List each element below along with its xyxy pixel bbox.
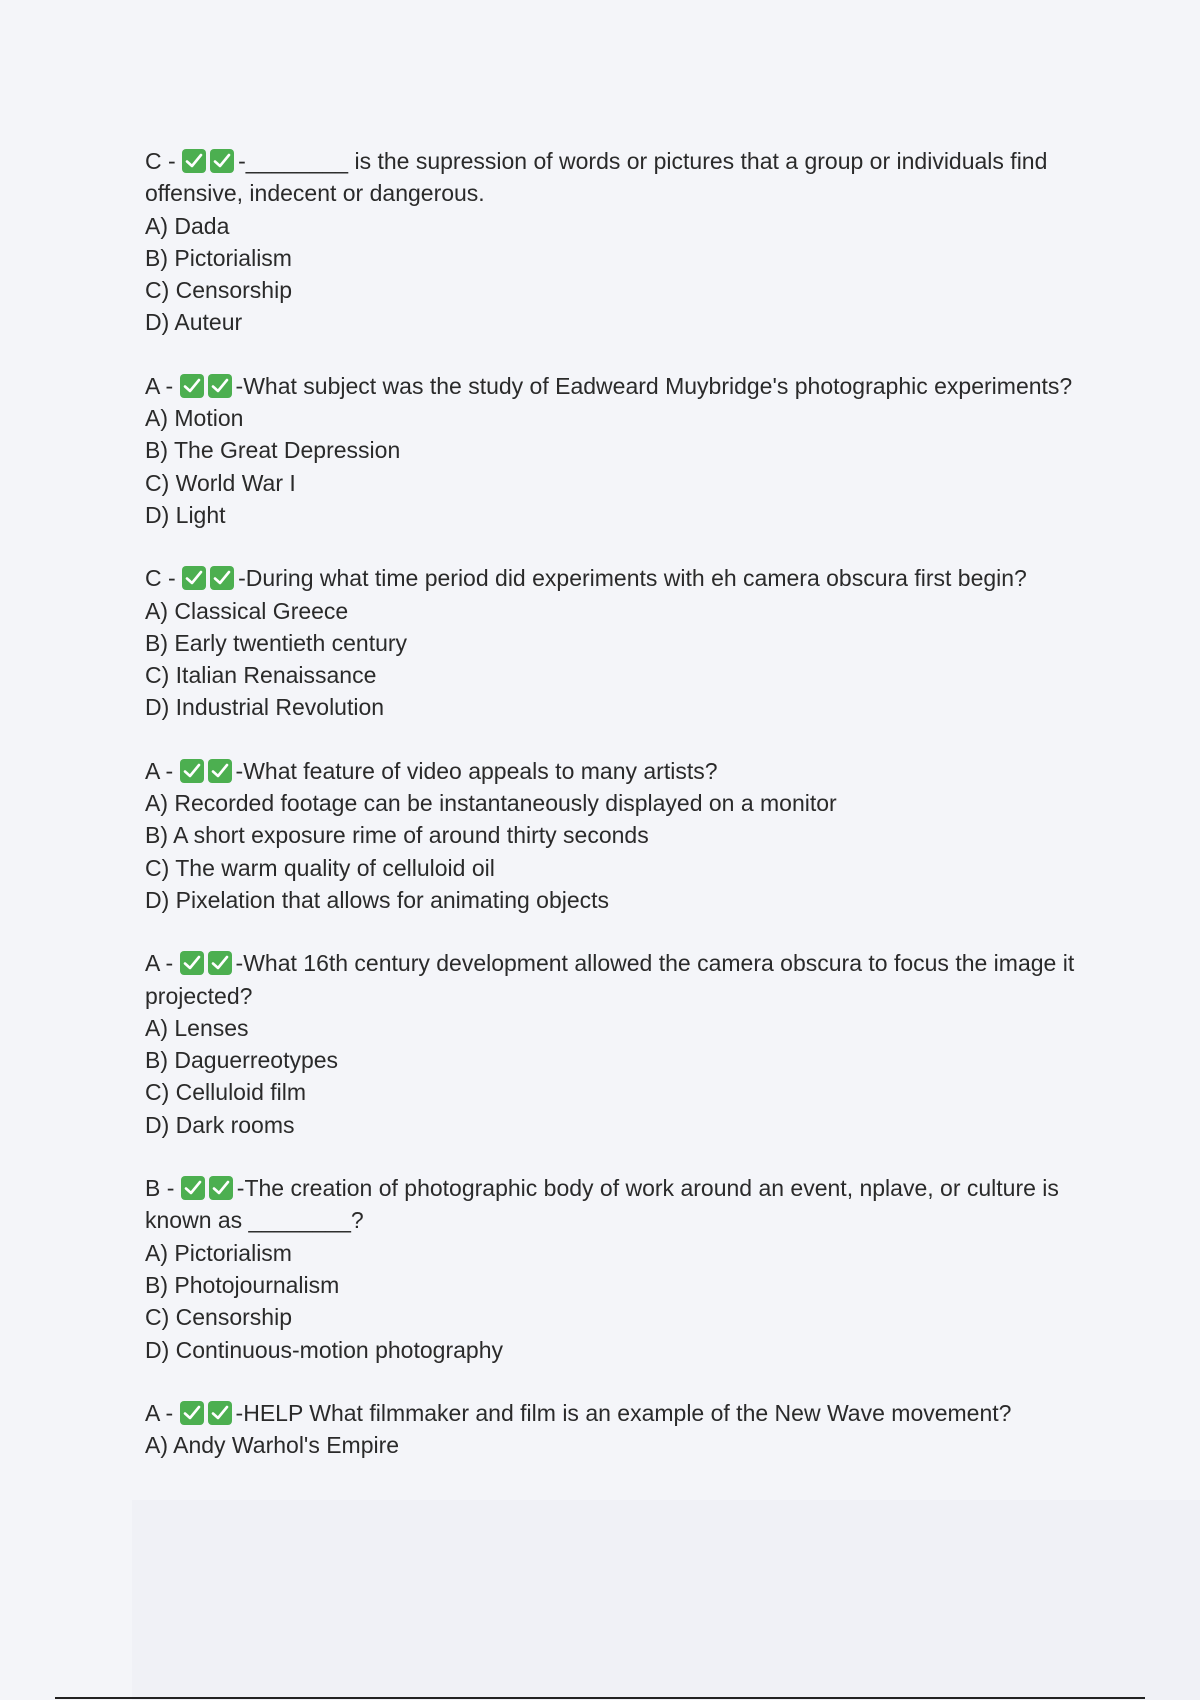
option-list <box>145 1237 1075 1366</box>
option-item: A) Lenses <box>145 1014 249 1041</box>
question-text: During what time period did experiments with eh camera obscura first begin? <box>245 565 1027 592</box>
text-separator: - <box>236 1175 245 1202</box>
question-block <box>145 370 1075 531</box>
option-item: D) Industrial Revolution <box>145 694 385 721</box>
question-text: ________ is the supression of words or pictures that a group or individuals find offensive, indecent or dangerous. <box>145 148 1048 207</box>
answer-letter: A <box>145 757 160 784</box>
option-item: D) Auteur <box>145 309 243 336</box>
answer-letter: A <box>145 372 160 399</box>
option-item: B) Photojournalism <box>145 1271 340 1298</box>
question-block <box>145 145 1075 339</box>
question-line <box>145 145 1075 210</box>
check-mark-icon <box>181 1176 205 1200</box>
answer-letter: A <box>145 950 160 977</box>
check-mark-icon <box>182 149 206 173</box>
option-item: A) Dada <box>145 212 230 239</box>
question-line <box>145 562 1075 594</box>
answer-separator: - <box>159 1399 180 1426</box>
question-text: The creation of photographic body of work around an event, nplave, or culture is known as ________? <box>145 1175 1059 1234</box>
option-item: B) Pictorialism <box>145 244 292 271</box>
text-separator: - <box>238 565 246 592</box>
question-text: HELP What filmmaker and film is an example of the New Wave movement? <box>243 1399 1012 1426</box>
option-item: C) Censorship <box>145 1304 292 1331</box>
question-block <box>145 947 1075 1141</box>
option-item: C) Celluloid film <box>145 1079 307 1106</box>
option-item: A) Pictorialism <box>145 1239 292 1266</box>
option-item: A) Recorded footage can be instantaneously displayed on a monitor <box>145 790 837 817</box>
answer-separator: - <box>161 565 183 592</box>
option-item: A) Motion <box>145 405 244 432</box>
answer-letter: B <box>145 1175 161 1202</box>
question-block <box>145 562 1075 723</box>
option-item: B) Early twentieth century <box>145 629 408 656</box>
check-mark-icon <box>180 951 204 975</box>
question-block <box>145 755 1075 916</box>
option-list <box>145 787 1075 916</box>
question-line <box>145 947 1075 1012</box>
check-marks <box>180 950 236 976</box>
answer-separator: - <box>159 950 180 977</box>
check-mark-icon <box>210 149 234 173</box>
check-marks <box>180 373 236 399</box>
question-block <box>145 1172 1075 1366</box>
text-separator: - <box>235 757 244 784</box>
check-mark-icon <box>208 374 232 398</box>
check-marks <box>180 758 236 784</box>
answer-separator: - <box>159 372 180 399</box>
option-item: C) Italian Renaissance <box>145 662 377 689</box>
option-item: C) The warm quality of celluloid oil <box>145 854 495 881</box>
option-item: C) World War I <box>145 469 296 496</box>
check-mark-icon <box>180 374 204 398</box>
answer-separator: - <box>159 757 180 784</box>
option-list <box>145 402 1075 531</box>
option-item: A) Classical Greece <box>145 597 349 624</box>
option-list <box>145 210 1075 339</box>
check-marks <box>182 148 238 174</box>
check-mark-icon <box>208 1401 232 1425</box>
check-mark-icon <box>208 759 232 783</box>
option-list <box>145 595 1075 724</box>
option-list <box>145 1012 1075 1141</box>
option-item: B) The Great Depression <box>145 437 401 464</box>
page-background <box>132 1500 1200 1700</box>
text-separator: - <box>238 148 246 174</box>
check-mark-icon <box>209 1176 233 1200</box>
answer-separator: - <box>160 1175 181 1202</box>
document-body <box>145 145 1075 1492</box>
answer-letter: A <box>145 1399 160 1426</box>
question-text: What 16th century development allowed the camera obscura to focus the image it projected? <box>145 950 1075 1009</box>
question-line <box>145 1397 1075 1429</box>
check-mark-icon <box>180 759 204 783</box>
option-list <box>145 1429 1075 1461</box>
option-item: D) Continuous-motion photography <box>145 1336 503 1363</box>
text-separator: - <box>235 372 244 399</box>
question-line <box>145 1172 1075 1237</box>
check-mark-icon <box>208 951 232 975</box>
question-text: What feature of video appeals to many artists? <box>243 757 718 784</box>
answer-separator: - <box>161 148 183 174</box>
option-item: D) Dark rooms <box>145 1111 295 1138</box>
question-line <box>145 755 1075 787</box>
answer-letter: C <box>145 565 162 592</box>
option-item: B) A short exposure rime of around thirty seconds <box>145 822 649 849</box>
option-item: A) Andy Warhol's Empire <box>145 1432 400 1459</box>
check-marks <box>182 565 238 591</box>
option-item: C) Censorship <box>145 277 292 304</box>
option-item: D) Pixelation that allows for animating objects <box>145 886 610 913</box>
option-item: D) Light <box>145 501 226 528</box>
text-separator: - <box>235 950 244 977</box>
option-item: B) Daguerreotypes <box>145 1047 339 1074</box>
text-separator: - <box>235 1399 244 1426</box>
check-mark-icon <box>210 566 234 590</box>
page-divider <box>55 1697 1145 1699</box>
check-marks <box>181 1175 237 1201</box>
check-marks <box>180 1400 236 1426</box>
check-mark-icon <box>182 566 206 590</box>
question-block <box>145 1397 1075 1462</box>
question-text: What subject was the study of Eadweard Muybridge's photographic experiments? <box>243 372 1073 399</box>
question-line <box>145 370 1075 402</box>
answer-letter: C <box>145 148 162 174</box>
check-mark-icon <box>180 1401 204 1425</box>
